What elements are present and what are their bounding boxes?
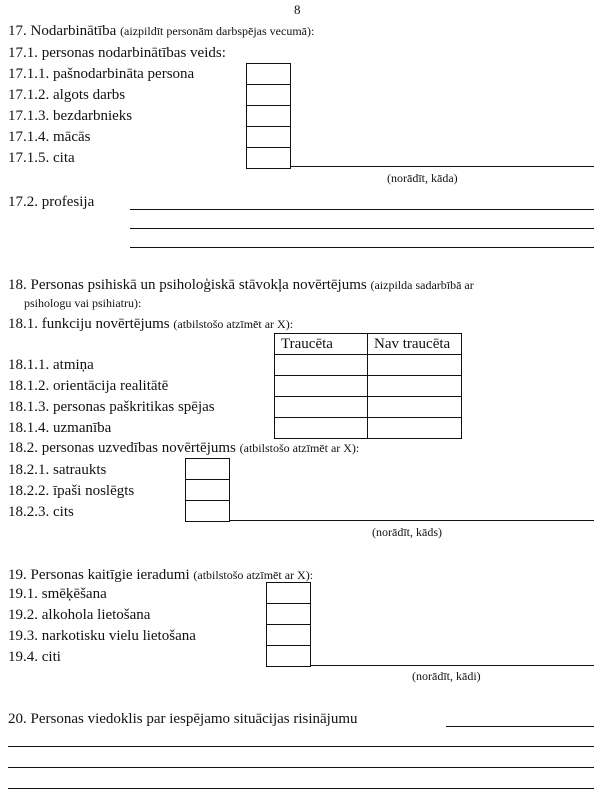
section-18-1-title: 18.1. funkciju novērtējums [8,316,170,332]
section-18-1-heading [8,315,293,333]
memory-impaired-cell[interactable] [275,355,368,376]
memory-not-impaired-cell[interactable] [368,355,462,376]
habit-item-3: 19.3. narkotisku vielu lietošana [8,628,196,644]
behavior-item-3: 18.2.3. cits [8,504,74,520]
behavior-other-line[interactable] [230,520,594,521]
section-17-note: (aizpildīt personām darbspējas vecumā): [120,24,315,38]
employment-item-4: 17.1.4. mācās [8,129,91,145]
employment-checkbox-2[interactable] [246,84,291,106]
employment-checkbox-1[interactable] [246,63,291,85]
selfcriticism-not-impaired-cell[interactable] [368,397,462,418]
section-18-2-heading [8,439,359,457]
behavior-checkbox-1[interactable] [185,458,230,480]
section-19-title: 19. Personas kaitīgie ieradumi [8,567,190,583]
attention-impaired-cell[interactable] [275,418,368,439]
section-18-2-title: 18.2. personas uzvedības novērtējums [8,440,236,456]
section-17-heading [8,22,314,40]
function-item-2: 18.1.2. orientācija realitātē [8,378,169,394]
column-not-impaired: Nav traucēta [368,334,462,355]
habit-item-4: 19.4. citi [8,649,61,665]
function-item-4: 18.1.4. uzmanība [8,420,112,436]
opinion-line-3[interactable] [8,767,594,768]
section-18-note-2: psihologu vai psihiatru): [24,296,142,310]
employment-specify-hint: (norādīt, kāda) [387,171,458,185]
habit-checkbox-1[interactable] [266,582,311,604]
attention-not-impaired-cell[interactable] [368,418,462,439]
employment-checkbox-3[interactable] [246,105,291,127]
section-19-note: (atbilstošo atzīmēt ar X): [193,568,314,582]
column-impaired: Traucēta [275,334,368,355]
employment-checkbox-4[interactable] [246,126,291,148]
behavior-item-1: 18.2.1. satraukts [8,462,107,478]
behavior-item-2: 18.2.2. īpaši noslēgts [8,483,135,499]
orientation-impaired-cell[interactable] [275,376,368,397]
habit-checkbox-2[interactable] [266,603,311,625]
orientation-not-impaired-cell[interactable] [368,376,462,397]
section-18-2-note: (atbilstošo atzīmēt ar X): [239,441,360,455]
habit-item-2: 19.2. alkohola lietošana [8,607,151,623]
section-20-title: 20. Personas viedoklis par iespējamo situācijas risinājumu [8,711,358,727]
habit-checkbox-4[interactable] [266,645,311,667]
function-assessment-table [274,333,462,439]
employment-other-line[interactable] [291,166,594,167]
section-18-heading [8,276,474,294]
section-18-title: 18. Personas psihiskā un psiholoģiskā stāvokļa novērtējums [8,277,367,293]
habit-checkbox-3[interactable] [266,624,311,646]
behavior-specify-hint: (norādīt, kāds) [372,525,442,539]
behavior-checkbox-3[interactable] [185,500,230,522]
habit-specify-hint: (norādīt, kādi) [412,669,481,683]
profession-label: 17.2. profesija [8,194,95,210]
opinion-line-2[interactable] [8,746,594,747]
habit-other-line[interactable] [311,665,594,666]
employment-item-3: 17.1.3. bezdarbnieks [8,108,133,124]
function-item-1: 18.1.1. atmiņa [8,357,94,373]
section-18-note-1: (aizpilda sadarbībā ar [370,278,474,292]
employment-checkbox-5[interactable] [246,147,291,169]
section-17-1-label: 17.1. personas nodarbinātības veids: [8,45,226,61]
page-number: 8 [294,2,301,17]
selfcriticism-impaired-cell[interactable] [275,397,368,418]
employment-item-2: 17.1.2. algots darbs [8,87,126,103]
section-17-title: 17. Nodarbinātība [8,23,117,39]
opinion-line-1[interactable] [446,726,594,727]
profession-line-3[interactable] [130,247,594,248]
habit-item-1: 19.1. smēķēšana [8,586,107,602]
profession-line-2[interactable] [130,228,594,229]
function-item-3: 18.1.3. personas paškritikas spējas [8,399,215,415]
opinion-line-4[interactable] [8,788,594,789]
profession-line-1[interactable] [130,209,594,210]
employment-item-1: 17.1.1. pašnodarbināta persona [8,66,195,82]
behavior-checkbox-2[interactable] [185,479,230,501]
employment-item-5: 17.1.5. cita [8,150,75,166]
section-18-1-note: (atbilstošo atzīmēt ar X): [173,317,294,331]
